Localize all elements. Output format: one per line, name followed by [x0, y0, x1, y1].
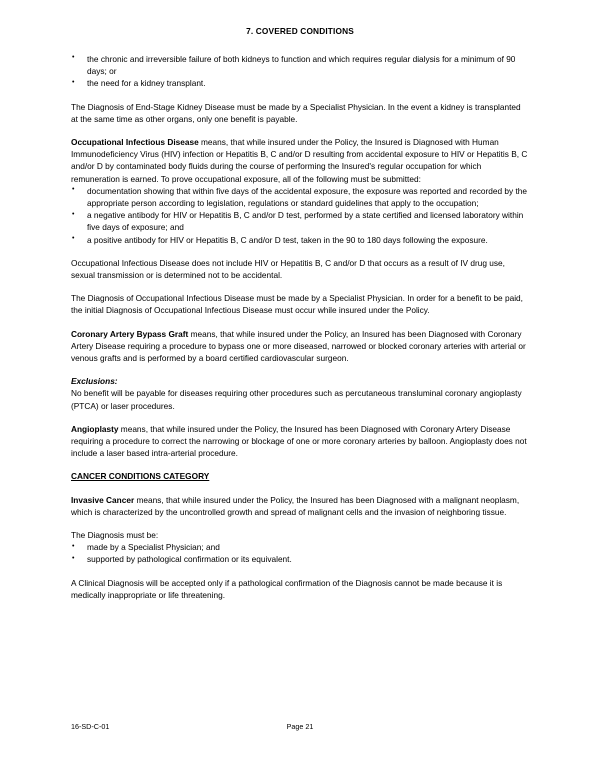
occupational-infectious-disease-definition — [71, 136, 529, 185]
coronary-artery-bypass-graft-definition — [71, 328, 529, 365]
footer-page-number: Page 21 — [286, 722, 314, 731]
diagnosis-requirements-bullets — [71, 541, 529, 565]
occupational-infectious-disease-exclusion-paragraph — [71, 257, 529, 281]
page-title: 7. COVERED CONDITIONS — [246, 26, 354, 36]
occupational-infectious-disease-definition-lead: Occupational Infectious Disease — [71, 136, 199, 147]
diagnosis-requirements-intro — [71, 529, 529, 541]
end-stage-kidney-disease-paragraph-text: The Diagnosis of End-Stage Kidney Disease must be made by a Specialist Physician. In the event a kidney is transplanted at the same time as other organs, only one benefit is payable. — [71, 101, 521, 124]
invasive-cancer-definition-text: means, that while insured under the Policy, the Insured has been Diagnosed with a malignant neoplasm, which is characterized by the uncontrolled growth and spread of malignant cells and the invasion of neighboring tissue. — [71, 494, 520, 517]
diagnosis-requirements-intro-text: The Diagnosis must be: — [71, 530, 159, 541]
document-body — [71, 27, 529, 612]
angioplasty-definition-text: means, that while insured under the Policy, the Insured has been Diagnosed with Coronary Artery Disease requiring a procedure to correct the narrowing or blockage of one or more coronary arteries by balloon. Angioplasty does not include a laser based intra-arterial procedure. — [71, 423, 527, 459]
exclusions-heading — [71, 375, 529, 387]
list-item: • the need for a kidney transplant. — [71, 77, 529, 89]
coronary-artery-bypass-graft-definition-lead: Coronary Artery Bypass Graft — [71, 328, 189, 339]
invasive-cancer-definition-lead: Invasive Cancer — [71, 494, 135, 505]
list-item: • supported by pathological confirmation or its equivalent. — [71, 553, 529, 565]
footer-form-code: 16-SD-C-01 — [71, 722, 110, 731]
list-item: • a positive antibody for HIV or Hepatitis B, C and/or D test, taken in the 90 to 180 days following the exposure. — [71, 234, 529, 246]
list-item: • the chronic and irreversible failure of both kidneys to function and which requires regular dialysis for a minimum of 90 days; or — [71, 53, 529, 77]
occupational-exposure-proof-bullets — [71, 185, 529, 246]
cancer-conditions-category-heading — [71, 470, 529, 482]
cancer-conditions-category-heading-label: CANCER CONDITIONS CATEGORY — [71, 471, 210, 482]
clinical-diagnosis-paragraph-text: A Clinical Diagnosis will be accepted only if a pathological confirmation of the Diagnosis cannot be made because it is medically inappropriate or life threatening. — [71, 577, 503, 600]
list-item: • made by a Specialist Physician; and — [71, 541, 529, 553]
occupational-infectious-disease-diagnosis-paragraph — [71, 292, 529, 316]
content-blocks — [71, 53, 529, 601]
coronary-artery-bypass-graft-definition-text: means, that while insured under the Policy, an Insured has been Diagnosed with Coronary Artery Disease requiring a procedure to bypass one or more diseased, narrowed or blocked coronary arteries with arterial or venous grafts and is performed by a board certified cardiovascular surgeon. — [71, 328, 526, 364]
clinical-diagnosis-paragraph — [71, 577, 529, 601]
exclusions-heading-lead: Exclusions: — [71, 376, 118, 387]
list-item: • documentation showing that within five days of the accidental exposure, the exposure was reported and recorded by the appropriate person according to legislation, regulations or standard guidelines that apply to the occupation; — [71, 185, 529, 209]
occupational-infectious-disease-diagnosis-paragraph-text: The Diagnosis of Occupational Infectious Disease must be made by a Specialist Physician. In order for a benefit to be paid, the initial Diagnosis of Occupational Infectious Disease must occur while insured under the Policy. — [71, 293, 523, 316]
list-item: • a negative antibody for HIV or Hepatitis B, C and/or D test, performed by a state certified and licensed laboratory within five days of exposure; and — [71, 209, 529, 233]
end-stage-kidney-disease-paragraph — [71, 101, 529, 125]
invasive-cancer-definition — [71, 494, 529, 518]
kidney-criteria-bullets — [71, 53, 529, 90]
exclusions-body-paragraph — [71, 387, 529, 411]
occupational-infectious-disease-exclusion-paragraph-text: Occupational Infectious Disease does not include HIV or Hepatitis B, C and/or D that occurs as a result of IV drug use, sexual transmission or is determined not to be accidental. — [71, 257, 505, 280]
angioplasty-definition-lead: Angioplasty — [71, 423, 119, 434]
angioplasty-definition — [71, 423, 529, 460]
exclusions-body-paragraph-text: No benefit will be payable for diseases requiring other procedures such as percutaneous transluminal coronary angioplasty (PTCA) or laser procedures. — [71, 388, 522, 411]
occupational-infectious-disease-definition-text: means, that while insured under the Policy, the Insured is Diagnosed with Human Immunodeficiency Virus (HIV) infection or Hepatitis B, C and/or D resulting from accidental exposure to HIV or Hepatitis B, C and/or D by contaminated body fluids during the course of performing the Insured's regular occupation for which remuneration is earned. To prove occupational exposure, all of the following must be submitted: — [71, 136, 528, 184]
